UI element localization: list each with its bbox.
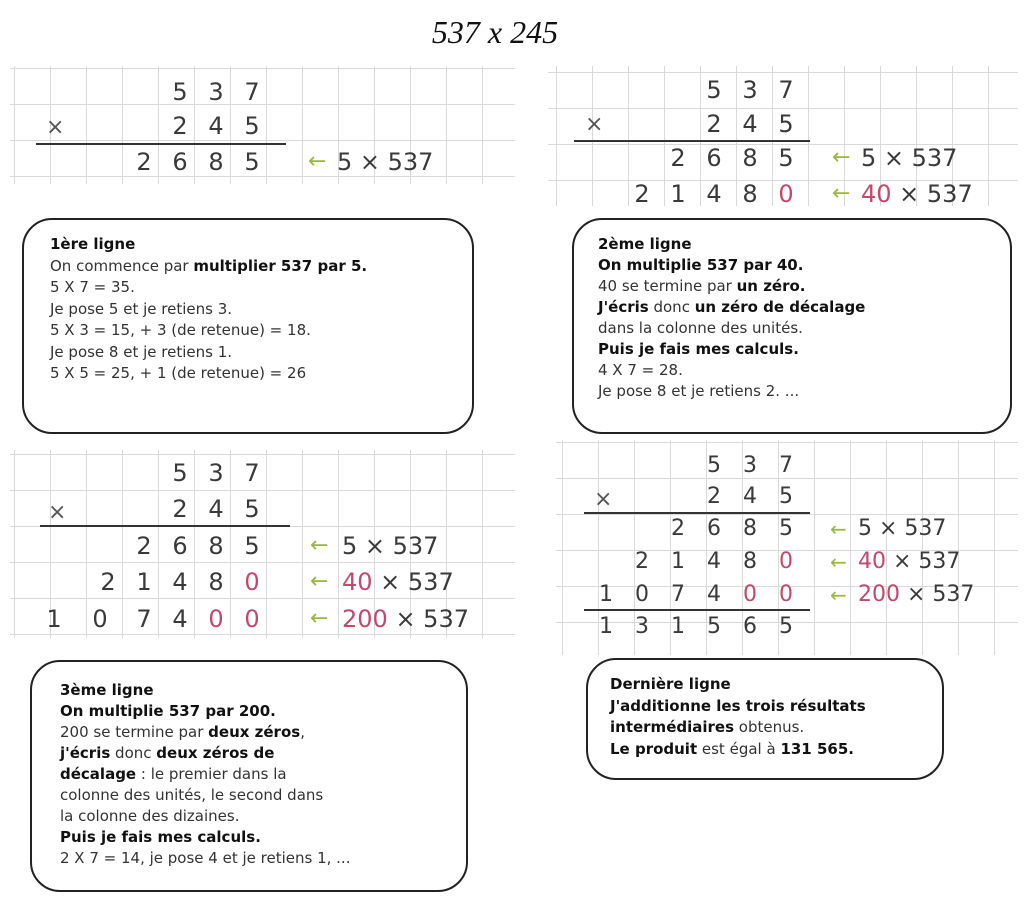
digit: 4: [743, 484, 757, 509]
text-run: 200 se termine par: [60, 723, 209, 741]
bold-run: J'écris: [598, 298, 649, 316]
digit: 8: [208, 532, 224, 560]
arrow-left-icon: ←: [832, 145, 851, 170]
digit: 2: [670, 144, 686, 172]
grid-panel-1: [10, 66, 515, 184]
digit: 1: [671, 614, 685, 639]
digit: 8: [743, 516, 757, 541]
box-line: 5 X 7 = 35.: [50, 278, 135, 296]
multiplier-highlight: 200: [858, 582, 900, 607]
digit: 7: [244, 78, 260, 106]
bold-run: 131 565.: [780, 739, 854, 758]
arrow-left-icon: ←: [308, 149, 327, 174]
text-run: ,: [300, 723, 305, 741]
partial-label: 5 × 537: [861, 144, 958, 172]
partial-label: 5 × 537: [337, 148, 434, 176]
digit: 4: [742, 110, 758, 138]
digit: 4: [172, 605, 188, 633]
digit: 6: [172, 532, 188, 560]
box-line: [60, 722, 466, 743]
digit: 5: [244, 495, 260, 523]
multiplication-rule: [40, 525, 290, 527]
arrow-left-icon: ←: [830, 517, 847, 541]
box-line: Puis je fais mes calculs.: [598, 340, 799, 358]
bold-run: deux zéros de: [156, 744, 275, 762]
box-heading: 2ème ligne: [598, 235, 692, 253]
partial-label: [858, 551, 960, 573]
digit: 4: [707, 549, 721, 574]
digit: 0: [92, 605, 108, 633]
box-line: 2 X 7 = 14, je pose 4 et je retiens 1, ...: [60, 849, 351, 867]
box-heading: 1ère ligne: [50, 235, 136, 253]
digit: 3: [742, 76, 758, 104]
digit: 2: [136, 532, 152, 560]
bold-run: un zéro.: [736, 277, 806, 295]
sum-rule: [584, 609, 810, 611]
digit: 1: [671, 549, 685, 574]
label-rest: × 537: [900, 582, 975, 607]
box-line: On multiplie 537 par 40.: [598, 256, 804, 274]
bold-run: Le produit: [610, 739, 698, 758]
arrow-left-icon: ←: [832, 181, 851, 206]
partial-label: 5 × 537: [858, 516, 947, 541]
multiplier-highlight: 200: [342, 605, 388, 633]
arrow-left-icon: ←: [830, 583, 847, 607]
arrow-left-icon: ←: [310, 533, 329, 558]
digit: 7: [671, 582, 685, 607]
multiplication-rule: [574, 140, 810, 142]
digit: 3: [743, 453, 757, 478]
digit: 6: [707, 516, 721, 541]
multiplier-highlight: 40: [342, 568, 373, 596]
multiplier-highlight: 40: [858, 549, 886, 574]
label-rest: × 537: [886, 549, 961, 574]
digit: 5: [707, 614, 721, 639]
box-line: [598, 276, 1010, 297]
multiplier-highlight: 40: [861, 180, 892, 208]
digit: 8: [743, 549, 757, 574]
explanation-box-4: [586, 658, 944, 780]
digit: 6: [743, 614, 757, 639]
text-run: donc: [648, 298, 695, 316]
shift-zero-digit: 0: [244, 568, 260, 596]
digit: 2: [671, 516, 685, 541]
digit: 5: [244, 532, 260, 560]
digit: 2: [707, 484, 721, 509]
box-line: 5 X 5 = 25, + 1 (de retenue) = 26: [50, 364, 307, 382]
digit: 2: [634, 180, 650, 208]
digit: 8: [208, 148, 224, 176]
digit: 4: [707, 582, 721, 607]
times-sign: ×: [594, 487, 613, 512]
digit: 2: [172, 112, 188, 140]
box-line: [598, 297, 1010, 318]
box-line: Puis je fais mes calculs.: [60, 828, 261, 846]
digit: 2: [136, 148, 152, 176]
shift-zero-digit: 0: [743, 582, 757, 607]
times-sign: ×: [585, 112, 604, 137]
page-title: 537 x 245: [431, 14, 559, 50]
digit: 3: [635, 614, 649, 639]
digit: 0: [635, 582, 649, 607]
shift-zero-digit: 0: [779, 549, 793, 574]
digit: 5: [706, 76, 722, 104]
digit: 8: [208, 568, 224, 596]
box-line: J'additionne les trois résultats: [610, 696, 866, 715]
explanation-box-1: [22, 218, 474, 434]
bold-run: un zéro de décalage: [694, 298, 866, 316]
digit: 7: [244, 459, 260, 487]
box-line: la colonne des dizaines.: [60, 807, 240, 825]
box-line: [50, 256, 472, 278]
box-line: 5 X 3 = 15, + 3 (de retenue) = 18.: [50, 321, 311, 339]
label-rest: × 537: [372, 568, 454, 596]
shift-zero-digit: 0: [244, 605, 260, 633]
bold-run: multiplier 537 par 5.: [193, 256, 368, 275]
digit: 5: [244, 112, 260, 140]
box-line: Je pose 5 et je retiens 3.: [50, 299, 233, 318]
box-line: [60, 764, 466, 785]
digit: 5: [707, 453, 721, 478]
digit: 2: [635, 549, 649, 574]
shift-zero-digit: 0: [778, 180, 794, 208]
partial-label: [342, 570, 454, 594]
box-line: Je pose 8 et je retiens 2. ...: [598, 382, 800, 400]
explanation-box-2: [572, 218, 1012, 434]
box-line: [60, 743, 466, 764]
partial-label: 5 × 537: [342, 532, 439, 560]
label-rest: × 537: [387, 605, 469, 633]
text-run: obtenus.: [734, 718, 805, 736]
box-line: On multiplie 537 par 200.: [60, 702, 276, 720]
digit: 7: [779, 453, 793, 478]
digit: 5: [172, 459, 188, 487]
digit: 3: [208, 459, 224, 487]
bold-run: décalage: [60, 765, 137, 783]
digit: 1: [136, 568, 152, 596]
digit: 6: [706, 144, 722, 172]
digit: 4: [172, 568, 188, 596]
digit: 5: [778, 144, 794, 172]
box-line: [610, 717, 942, 739]
multiplication-rule: [584, 512, 810, 514]
digit: 5: [779, 484, 793, 509]
explanation-box-3: [30, 660, 468, 892]
text-run: : le premier dans la: [136, 765, 287, 783]
digit: 1: [670, 180, 686, 208]
text-run: 40 se termine par: [598, 277, 737, 295]
text-run: On commence par: [50, 256, 194, 275]
text-run: donc: [110, 744, 157, 762]
digit: 1: [46, 605, 62, 633]
digit: 8: [742, 144, 758, 172]
shift-zero-digit: 0: [208, 605, 224, 633]
box-line: dans la colonne des unités.: [598, 319, 803, 337]
digit: 5: [172, 78, 188, 106]
partial-label: [861, 182, 973, 206]
bold-run: deux zéros: [208, 723, 301, 741]
partial-label: [858, 584, 974, 606]
digit: 4: [208, 112, 224, 140]
times-sign: ×: [48, 500, 67, 525]
bold-run: intermédiaires: [610, 718, 735, 736]
digit: 7: [136, 605, 152, 633]
digit: 8: [742, 180, 758, 208]
digit: 2: [172, 495, 188, 523]
box-line: [610, 739, 942, 761]
digit: 2: [706, 110, 722, 138]
digit: 5: [244, 148, 260, 176]
text-run: est égal à: [697, 739, 781, 758]
digit: 6: [172, 148, 188, 176]
digit: 4: [706, 180, 722, 208]
box-heading: 3ème ligne: [60, 681, 154, 699]
arrow-left-icon: ←: [830, 550, 847, 574]
digit: 5: [779, 614, 793, 639]
arrow-left-icon: ←: [310, 606, 329, 631]
times-sign: ×: [46, 115, 65, 140]
partial-label: [342, 607, 469, 631]
multiplication-rule: [36, 143, 286, 145]
box-heading: Dernière ligne: [610, 675, 731, 693]
box-line: 4 X 7 = 28.: [598, 361, 683, 379]
digit: 4: [208, 495, 224, 523]
label-rest: × 537: [891, 180, 973, 208]
box-line: Je pose 8 et je retiens 1.: [50, 342, 233, 361]
digit: 1: [599, 582, 613, 607]
digit: 1: [599, 614, 613, 639]
box-line: colonne des unités, le second dans: [60, 786, 324, 804]
digit: 7: [778, 76, 794, 104]
arrow-left-icon: ←: [310, 569, 329, 594]
digit: 2: [100, 568, 116, 596]
digit: 3: [208, 78, 224, 106]
digit: 5: [778, 110, 794, 138]
bold-run: j'écris: [60, 744, 111, 762]
shift-zero-digit: 0: [779, 582, 793, 607]
digit: 5: [779, 516, 793, 541]
